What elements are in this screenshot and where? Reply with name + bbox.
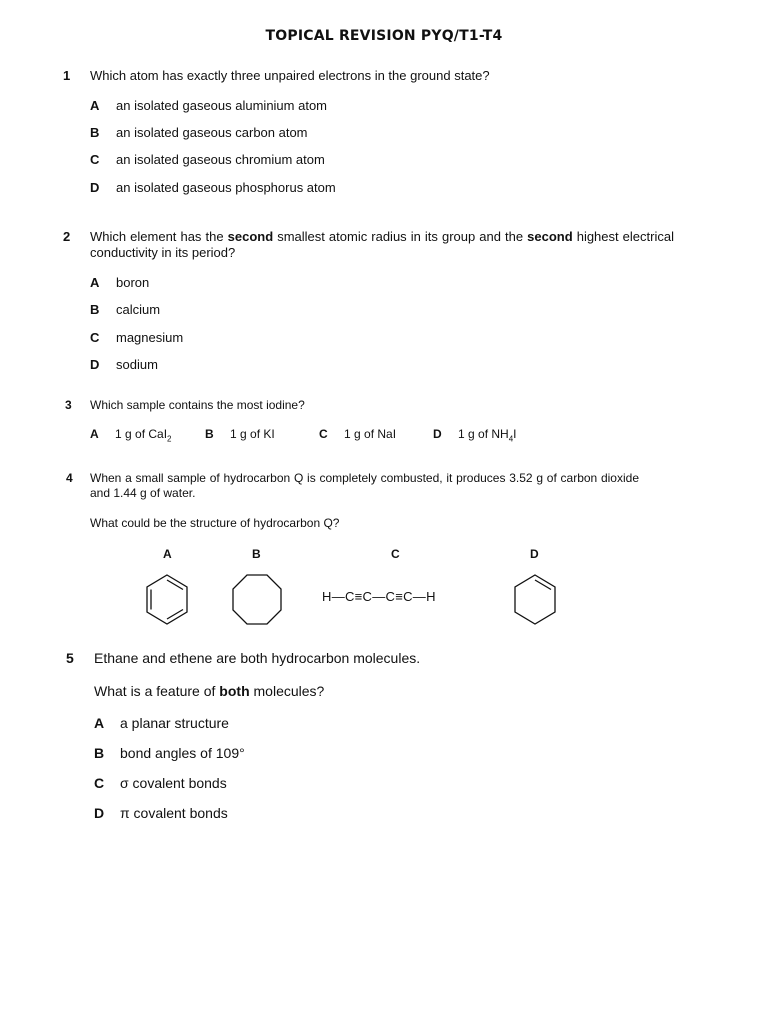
option-c[interactable] (319, 426, 419, 442)
option-letter: A (90, 427, 99, 441)
question-text: Ethane and ethene are both hydrocarbon molecules. (94, 650, 421, 666)
page-title: TOPICAL REVISION PYQ/T1-T4 (265, 28, 503, 44)
option-a[interactable] (90, 426, 200, 442)
option-d[interactable] (90, 180, 490, 196)
option-text: an isolated gaseous chromium atom (116, 152, 325, 167)
option-text: an isolated gaseous carbon atom (116, 125, 308, 140)
option-text: an isolated gaseous aluminium atom (116, 98, 328, 113)
option-text: calcium (116, 302, 161, 317)
option-letter: A (94, 715, 105, 731)
question-prompt: What is a feature of both molecules? (94, 683, 325, 699)
question-1 (63, 68, 683, 208)
option-letter: D (90, 357, 100, 372)
option-text: π covalent bonds (120, 805, 228, 821)
option-text: 1 g of NaI (344, 427, 397, 441)
benzene-structure[interactable] (142, 572, 192, 628)
option-letter: B (205, 427, 214, 441)
option-d[interactable] (90, 357, 390, 373)
option-a[interactable] (90, 98, 490, 114)
option-d[interactable] (94, 805, 394, 822)
option-text: bond angles of 109° (120, 745, 245, 761)
option-letter: D (94, 805, 105, 821)
option-text: magnesium (116, 330, 184, 345)
option-letter: A (90, 98, 100, 113)
option-letter: C (90, 330, 100, 345)
cyclooctane-structure[interactable] (229, 572, 285, 628)
question-text: Which element has the second smallest atomic radius in its group and the second highest electrical conductivity in its period? (90, 229, 674, 260)
structure-label-c: C (391, 547, 400, 561)
option-b[interactable] (90, 125, 490, 141)
question-3 (63, 397, 683, 447)
question-text: Which atom has exactly three unpaired electrons in the ground state? (90, 68, 490, 83)
question-text: Which sample contains the most iodine? (90, 398, 305, 412)
option-text: sodium (116, 357, 158, 372)
question-5 (66, 650, 686, 830)
question-number: 4 (66, 471, 73, 485)
butadiyne-formula[interactable]: H—C≡C—C≡C—H (322, 589, 436, 604)
option-b[interactable] (94, 745, 394, 762)
question-number: 3 (65, 398, 72, 412)
option-letter: A (90, 275, 100, 290)
option-letter: C (319, 427, 328, 441)
option-letter: C (90, 152, 100, 167)
structure-label-b: B (252, 547, 261, 561)
question-number: 2 (63, 229, 71, 244)
option-letter: D (90, 180, 100, 195)
option-c[interactable] (90, 152, 490, 168)
option-a[interactable] (94, 715, 394, 732)
question-text: When a small sample of hydrocarbon Q is completely combusted, it produces 3.52 g of carbon dioxide and 1.44 g of water. (90, 471, 639, 500)
option-c[interactable] (94, 775, 394, 792)
option-letter: D (433, 427, 442, 441)
option-b[interactable] (205, 426, 305, 442)
option-d[interactable] (433, 426, 543, 442)
option-b[interactable] (90, 302, 390, 318)
option-text: 1 g of KI (230, 427, 275, 441)
option-c[interactable] (90, 330, 390, 346)
option-letter: C (94, 775, 105, 791)
option-a[interactable] (90, 275, 390, 291)
option-text: 1 g of CaI$_2$ (115, 427, 172, 444)
option-letter: B (90, 125, 100, 140)
option-text: 1 g of $NH_4I$ (458, 427, 517, 444)
option-text: boron (116, 275, 150, 290)
option-text: σ covalent bonds (120, 775, 227, 791)
cyclohexene-structure[interactable] (510, 572, 560, 628)
question-number: 5 (66, 650, 74, 666)
structure-label-d: D (530, 547, 539, 561)
question-2 (63, 229, 683, 379)
option-letter: B (90, 302, 100, 317)
option-letter: B (94, 745, 105, 761)
question-prompt: What could be the structure of hydrocarbon Q? (90, 516, 340, 530)
option-text: a planar structure (120, 715, 229, 731)
question-number: 1 (63, 68, 71, 83)
option-text: an isolated gaseous phosphorus atom (116, 180, 336, 195)
structure-label-a: A (163, 547, 172, 561)
